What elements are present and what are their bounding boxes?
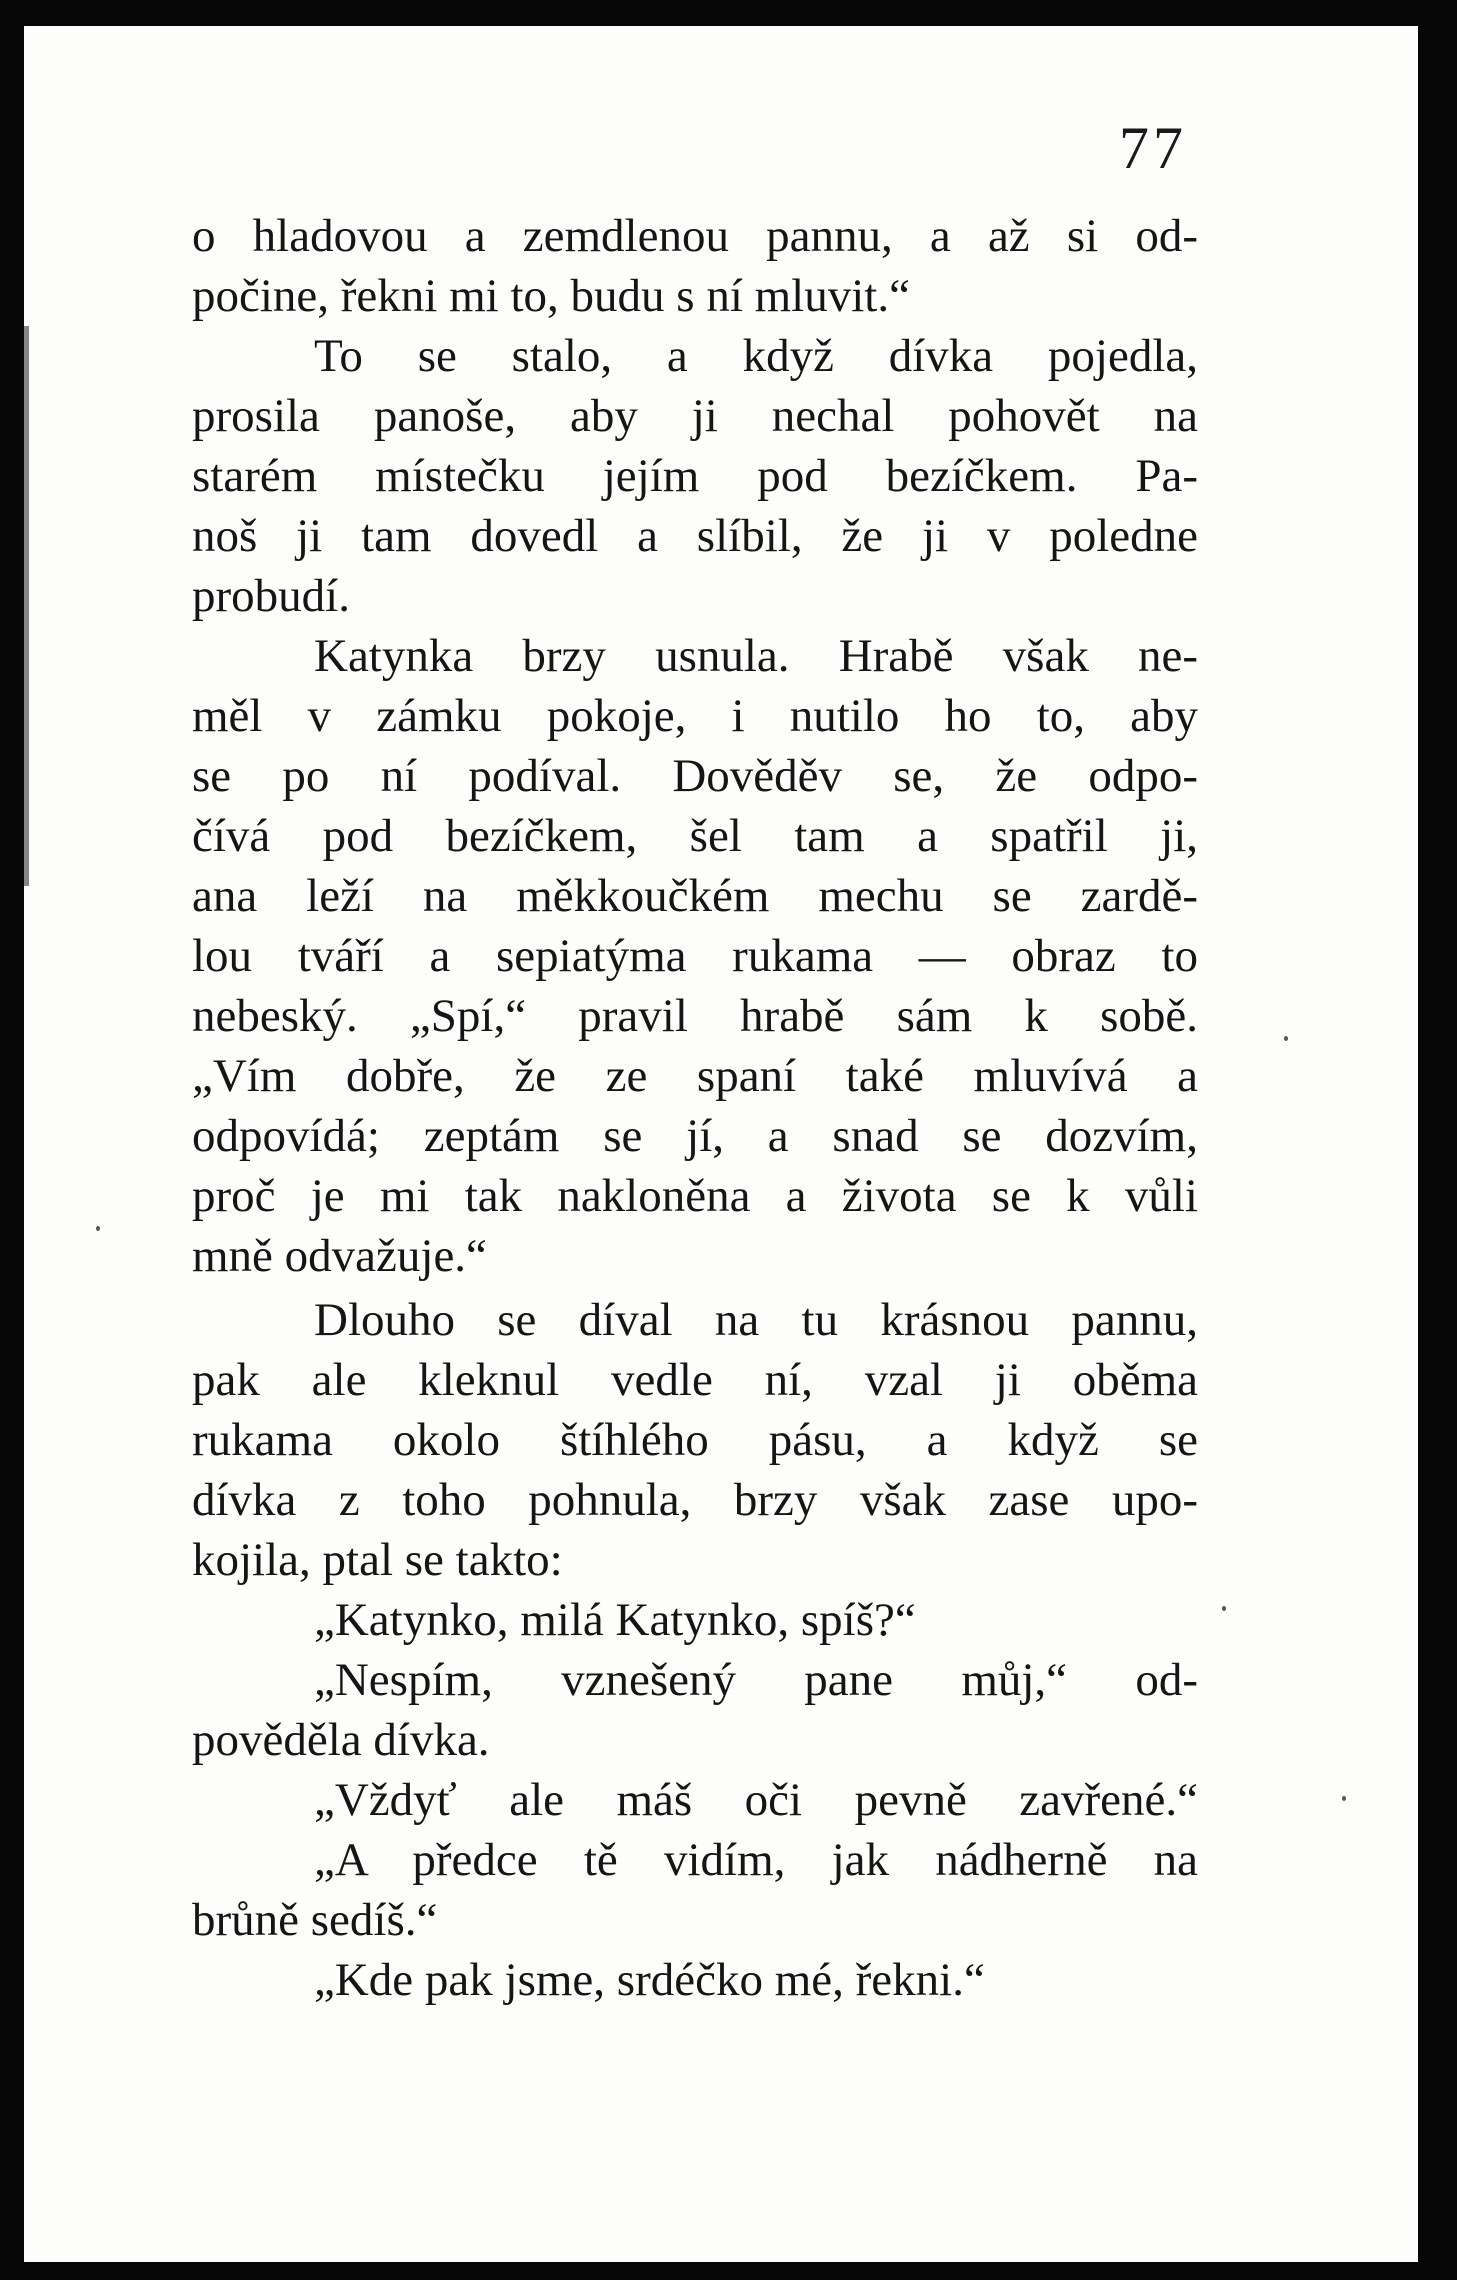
book-page [24, 26, 1418, 2262]
text-line: čívá pod bezíčkem, šel tam a spatřil ji, [192, 810, 1198, 862]
page-number: 77 [1119, 115, 1187, 181]
text-line: se po ní podíval. Dověděv se, že odpo- [192, 750, 1198, 802]
text-line: o hladovou a zemdlenou pannu, a až si od- [192, 210, 1198, 262]
text-line: mně odvažuje.“ [192, 1230, 487, 1282]
text-line: měl v zámku pokoje, i nutilo ho to, aby [192, 690, 1198, 742]
text-line: „Kde pak jsme, srdéčko mé, řekni.“ [314, 1954, 985, 2006]
text-line: pověděla dívka. [192, 1714, 490, 1766]
text-line: dívka z toho pohnula, brzy však zase upo- [192, 1474, 1198, 1526]
text-line: brůně sedíš.“ [192, 1894, 438, 1946]
text-line: Katynka brzy usnula. Hrabě však ne- [314, 630, 1198, 682]
page-text [24, 26, 1418, 2262]
text-line: počine, řekni mi to, budu s ní mluvit.“ [192, 270, 910, 322]
text-line: „Nespím, vznešený pane můj,“ od- [314, 1654, 1198, 1706]
text-line: „Vždyť ale máš oči pevně zavřené.“ [314, 1774, 1198, 1826]
text-line: ana leží na měkkoučkém mechu se zardě- [192, 870, 1198, 922]
text-line: odpovídá; zeptám se jí, a snad se dozvím, [192, 1110, 1198, 1162]
text-line: „A předce tě vidím, jak nádherně na [314, 1834, 1198, 1886]
text-line: lou tváří a sepiatýma rukama — obraz to [192, 930, 1198, 982]
text-line: To se stalo, a když dívka pojedla, [314, 330, 1198, 382]
text-line: Dlouho se díval na tu krásnou pannu, [314, 1294, 1198, 1346]
text-line: probudí. [192, 570, 350, 622]
text-line: starém místečku jejím pod bezíčkem. Pa- [192, 450, 1198, 502]
text-line: „Katynko, milá Katynko, spíš?“ [314, 1594, 916, 1646]
text-line: noš ji tam dovedl a slíbil, že ji v poledne [192, 510, 1198, 562]
text-line: proč je mi tak nakloněna a života se k vůli [192, 1170, 1198, 1222]
text-line: rukama okolo štíhlého pásu, a když se [192, 1414, 1198, 1466]
text-line: pak ale kleknul vedle ní, vzal ji oběma [192, 1354, 1198, 1406]
text-line: kojila, ptal se takto: [192, 1534, 563, 1586]
text-line: „Vím dobře, že ze spaní také mluvívá a [192, 1050, 1198, 1102]
text-line: prosila panoše, aby ji nechal pohovět na [192, 390, 1198, 442]
text-line: nebeský. „Spí,“ pravil hrabě sám k sobě. [192, 990, 1198, 1042]
